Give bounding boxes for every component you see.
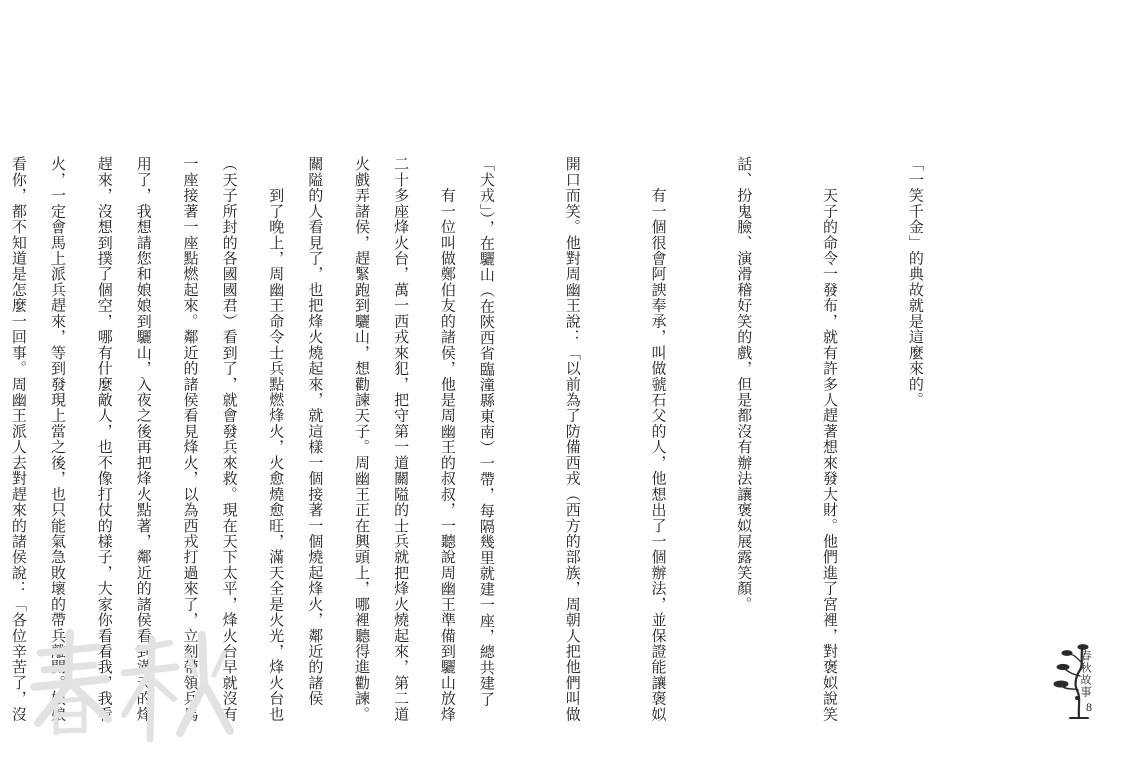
text-column: 關隘的人看見了，也把烽火燒起來，就這樣一個接著一個燒起烽火，鄰近的諸侯 — [306, 156, 325, 707]
series-title: 春秋故事 — [1079, 650, 1092, 698]
text-column: 天子的命令一發布，就有許多人趕著想來發大財。他們進了宮裡，對褒姒說笑 — [821, 156, 840, 722]
text-column: 開口而笑。他對周幽王說：「以前為了防備西戎（西方的部族，周朝人把他們叫做 — [563, 156, 582, 722]
calligraphy-watermark — [20, 615, 235, 745]
text-column: 「一笑千金」的典故就是這麼來的。 — [906, 156, 925, 408]
text-column: 到了晚上，周幽王命令士兵點燃烽火，火愈燒愈旺，滿天全是火光，烽火台也 — [267, 156, 286, 722]
text-column: 一座接著一座點燃起來。鄰近的諸侯看見烽火，以為西戎打過來了，立刻帶領兵馬 — [181, 156, 200, 722]
text-column: 看你，都不知道是怎麼一回事。周幽王派人去對趕來的諸侯說：「各位辛苦了，沒 — [9, 156, 28, 722]
text-column: 二十多座烽火台，萬一西戎來犯，把守第一道關隘的士兵就把烽火燒起來，第二道 — [392, 156, 411, 722]
text-column: 火，一定會馬上派兵趕來，等到發現上當之後，也只能氣急敗壞的帶兵離開。娘娘 — [49, 156, 67, 722]
text-column: 「犬戎」），在驪山（在陝西省臨潼縣東南）一帶，每隔幾里就建一座，總共建了 — [477, 156, 496, 707]
text-column: 有一位叫做鄭伯友的諸侯，他是周幽王的叔叔，一聽說周幽王準備到驪山放烽 — [438, 156, 457, 722]
text-column: 有一個很會阿諛奉承，叫做虢石父的人，他想出了一個辦法，並保證能讓褒姒 — [649, 156, 668, 722]
page-number: 8 — [1086, 700, 1092, 714]
text-column: 火戲弄諸侯，趕緊跑到驪山，想勸諫天子。周幽王正在興頭上，哪裡聽得進勸諫。 — [353, 156, 372, 722]
text-column: 用了，我想請您和娘娘到驪山，入夜之後再把烽火點著，鄰近的諸侯看到滿天的烽 — [134, 156, 153, 722]
text-column: 趕來，沒想到撲了個空，哪有什麼敵人，也不像打仗的樣子，大家你看看我，我看 — [95, 156, 114, 722]
text-column: 話、扮鬼臉、演滑稽好笑的戲，但是都沒有辦法讓褒姒展露笑顏。 — [735, 156, 754, 612]
text-column: （天子所封的各國國君）看到了，就會發兵來救。現在天下太平，烽火台早就沒有 — [220, 156, 239, 722]
